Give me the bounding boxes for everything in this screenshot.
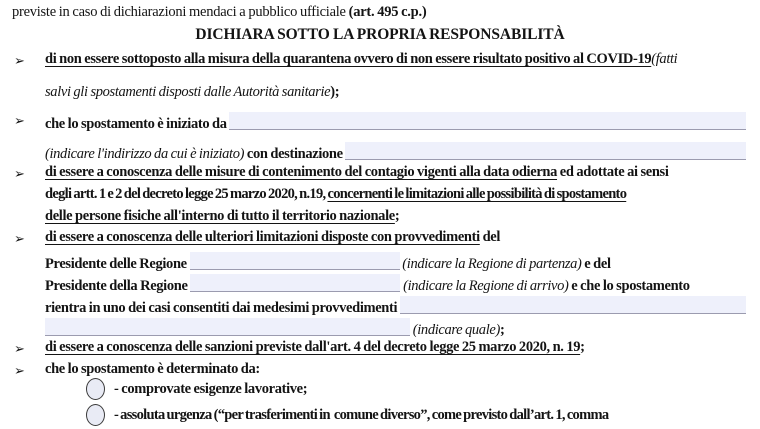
region-departure-hint: (indicare la Regione di partenza) [399,256,582,272]
page-title [0,25,760,44]
containment-measures-line1 [14,163,746,182]
which-provision-line [45,316,746,340]
movement-reason-label: che lo spostamento è determinato da: [45,361,260,377]
containment-measures-text: di essere a conoscenza delle misure di contenimento del contagio vigenti alla data odierna [45,164,558,180]
field-start-address[interactable] [229,112,746,130]
national-territory-text: delle persone fisiche all'interno di tutto il territorio nazionale [45,208,395,224]
declaration-quarantine-note-start: (fatti [651,51,678,67]
field-provision-which[interactable] [45,318,410,336]
page-title-text: DICHIARA SOTTO LA PROPRIA RESPONSABILITÀ [195,26,565,43]
destination-label: con destinazione [244,146,346,162]
which-provision-hint: (indicare quale) [410,322,500,338]
radio-absolute-urgency[interactable] [86,404,105,426]
field-destination[interactable] [345,142,746,160]
bullet-arrow-icon: ➢ [14,166,25,181]
bullet-arrow-icon: ➢ [14,341,25,356]
bullet-arrow-icon: ➢ [14,53,25,68]
declaration-quarantine-text: di non essere sottoposto alla misura della quarantena ovvero di non essere risultato positivo al COVID-19 [45,51,652,67]
bullet-arrow-icon: ➢ [14,113,25,128]
start-address-hint: (indicare l'indirizzo da cui è iniziato) [45,146,245,162]
region-arrival-hint: (indicare la Regione di arrivo) [400,278,569,294]
region-arrival-label: Presidente della Regione [45,278,191,294]
limitations-text: concernenti le limitazioni alle possibilità di spostamento [327,186,627,202]
containment-measures-line2 [45,185,746,204]
movement-start-label: che lo spostamento è iniziato da [45,116,230,132]
option-work-needs [86,378,746,400]
containment-measures-line3 [45,207,746,226]
punctuation: ; [394,208,400,224]
bullet-arrow-icon: ➢ [14,231,25,246]
punctuation: ; [499,322,505,338]
intro-line [12,3,752,22]
movement-destination-line [45,140,746,164]
option-absolute-urgency-label: - assoluta urgenza (“per trasferimenti in comune diverso”, come previsto dall’art. 1, comma [114,406,609,423]
option-work-needs-label: - comprovate esigenze lavorative; [114,380,308,397]
punctuation: ; [580,339,585,355]
sanctions-line [14,338,746,357]
movement-reason-line [14,360,746,379]
region-departure-line [45,250,746,274]
declaration-quarantine-note: salvi gli spostamenti disposti dalle Autorità sanitarie [45,84,331,100]
movement-start-line [14,110,746,134]
region-arrival-rest: e che lo spostamento [568,278,690,294]
region-departure-label: Presidente delle Regione [45,256,190,272]
option-absolute-urgency [86,404,746,426]
declaration-quarantine-line1 [14,50,746,69]
intro-article-ref: (art. 495 c.p.) [348,4,427,20]
regional-limitations-text: di essere a conoscenza delle ulteriori limitazioni disposte con provvedimenti [45,229,480,245]
allowed-cases-label: rientra in uno dei casi consentiti dai medesimi provvedimenti [45,300,400,316]
sanctions-text: di essere a conoscenza delle sanzioni previste dall'art. 4 del decreto legge 25 marzo 2020, n. 19 [45,339,581,355]
bullet-arrow-icon: ➢ [14,363,25,378]
field-region-departure[interactable] [190,252,400,270]
field-provision[interactable] [400,296,746,314]
region-departure-rest: e del [581,256,611,272]
punctuation: ); [330,84,340,100]
regional-limitations-rest: del [479,229,501,245]
field-region-arrival[interactable] [190,274,400,292]
intro-text: previste in caso di dichiarazioni mendaci a pubblico ufficiale [12,4,349,20]
regional-limitations-line1 [14,228,746,247]
containment-measures-rest: ed adottate ai sensi [557,164,669,180]
decree-reference: degli artt. 1 e 2 del decreto legge 25 marzo 2020, n.19, [45,186,328,202]
declaration-quarantine-line2 [45,83,746,102]
allowed-cases-line [45,294,746,318]
region-arrival-line [45,272,746,296]
radio-work-needs[interactable] [86,378,105,400]
